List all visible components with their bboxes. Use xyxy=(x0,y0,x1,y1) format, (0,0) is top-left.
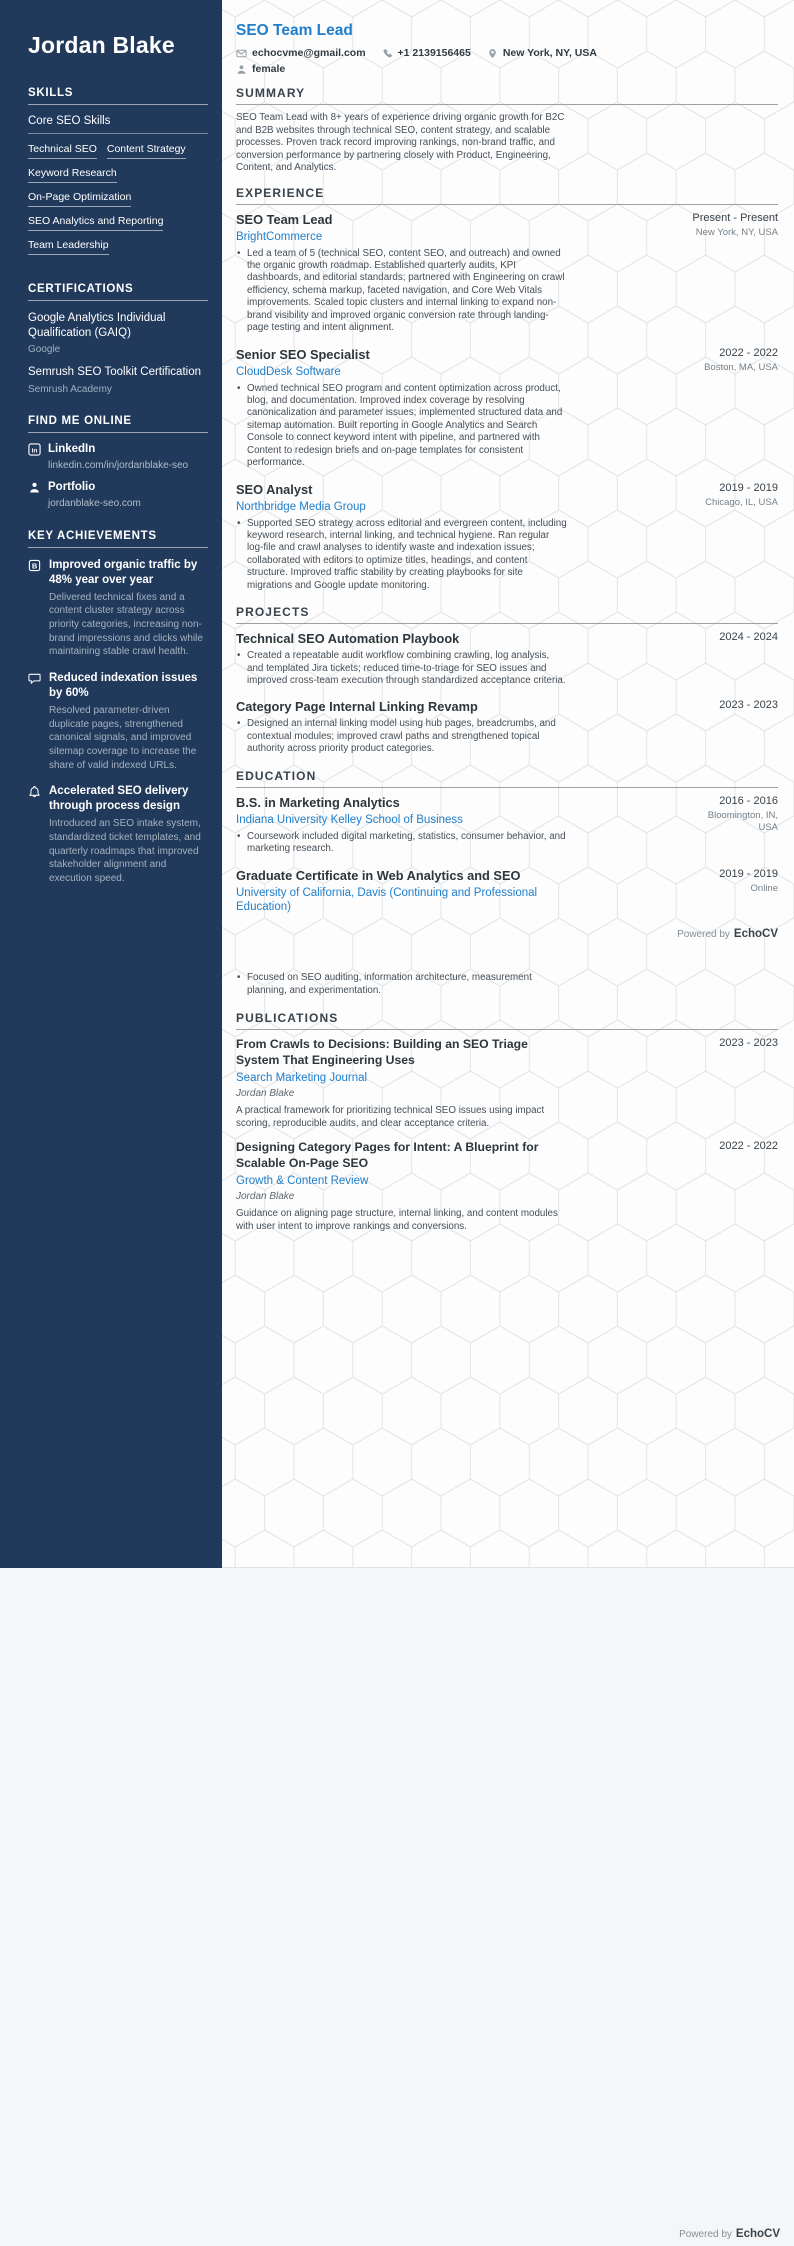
achievement-item xyxy=(28,558,208,659)
education-bullet: • Focused on SEO auditing, information architecture, measurement planning, and experimentation. xyxy=(236,972,568,997)
project-title: Category Page Internal Linking Revamp xyxy=(236,699,478,715)
skill-tag: Technical SEO xyxy=(28,143,97,159)
project-entry xyxy=(236,699,778,757)
education-entry xyxy=(236,795,778,858)
person-icon xyxy=(236,64,247,75)
skills-group-title: Core SEO Skills xyxy=(28,115,208,134)
skills-tag-list xyxy=(28,143,208,263)
job-title: SEO Team Lead xyxy=(236,211,333,227)
candidate-name: Jordan Blake xyxy=(28,32,175,58)
main-content xyxy=(222,0,794,1234)
key-achievements-section xyxy=(28,530,208,886)
certification-title: Semrush SEO Toolkit Certification xyxy=(28,366,201,379)
portfolio-icon xyxy=(28,481,41,494)
job-title: SEO Analyst xyxy=(236,481,313,497)
publication-author: Jordan Blake xyxy=(236,1191,295,1203)
certification-title: Google Analytics Individual Qualification (GAIQ) xyxy=(28,312,166,340)
experience-entry xyxy=(236,482,778,595)
education-section xyxy=(236,769,778,918)
email-icon xyxy=(236,48,247,59)
powered-by-label: Powered by xyxy=(677,929,730,941)
contact-info xyxy=(236,47,778,75)
project-bullets xyxy=(236,718,568,755)
school-link[interactable]: University of California, Davis (Continuing and Professional Education) xyxy=(236,886,538,914)
experience-bullet: • Led a team of 5 (technical SEO, content SEO, and outreach) and owned the organic growth roadmap. Established quarterly audits, KPI dashboards, and editorial standards; partnered with Engineering on crawl efficiency, schema markup, faceted navigation, and Core Web Vitals improvements. Scaled topic clusters and internal linking to expand non-brand visibility and improved organic conversion rate through landing-page testing and intent alignment. xyxy=(236,248,568,335)
contact-gender xyxy=(236,63,285,75)
date-range: 2023 - 2023 xyxy=(719,699,778,712)
page-break-brand-mark xyxy=(236,928,778,940)
publication-description: Guidance on aligning page structure, internal linking, and content modules with user intent to improve rankings and conversions. xyxy=(236,1208,558,1232)
location: Online xyxy=(750,882,778,894)
project-bullets xyxy=(236,650,568,687)
publication-description: A practical framework for prioritizing technical SEO issues using impact scoring, reproducible audits, and clear acceptance criteria. xyxy=(236,1104,545,1129)
project-entry xyxy=(236,631,778,689)
certifications-section xyxy=(28,283,208,395)
profile-url-link[interactable]: linkedin.com/in/jordanblake-seo xyxy=(48,459,189,471)
key-achievements-heading: KEY ACHIEVEMENTS xyxy=(28,530,208,548)
sidebar xyxy=(0,0,222,1568)
achievement-title: Reduced indexation issues by 60% xyxy=(49,671,198,699)
journal-link[interactable]: Search Marketing Journal xyxy=(236,1072,368,1085)
experience-bullet: • Owned technical SEO program and content optimization across product, blog, and documentation. Improved index coverage by resolving canonicalization and parameter issues; implemented structured data and sitemap automation. Built reporting in Google Analytics and Search Console to connect keyword intent with pipeline, and partnered with Content to redesign briefs and on-page templates for consistent performance. xyxy=(236,383,568,470)
page-tail-area xyxy=(0,1568,794,2246)
experience-bullets xyxy=(236,383,568,470)
experience-heading: EXPERIENCE xyxy=(236,186,778,205)
job-title: Senior SEO Specialist xyxy=(236,346,370,362)
education-bullets xyxy=(236,831,568,856)
company-link[interactable]: BrightCommerce xyxy=(236,230,323,243)
date-range: 2019 - 2019 xyxy=(719,867,778,880)
location: Chicago, IL, USA xyxy=(705,496,778,508)
location: New York, NY, USA xyxy=(695,226,778,238)
education-heading: EDUCATION xyxy=(236,769,778,788)
footer-brand-mark xyxy=(679,2228,780,2240)
achievement-item xyxy=(28,784,208,885)
education-entry xyxy=(236,868,778,918)
project-bullet: • Created a repeatable audit workflow combining crawling, log analysis, and templated Jira tickets; reduced time-to-triage for SEO issues and improved cross-team execution through standardized acceptance criteria. xyxy=(236,650,568,687)
location: Bloomington, IN, USA xyxy=(707,809,778,834)
achievement-title: Accelerated SEO delivery through process design xyxy=(49,785,189,813)
summary-text: SEO Team Lead with 8+ years of experience driving organic growth for B2C and B2B websites through technical SEO, content strategy, and scalable processes. Proven track record improving rankings, non-brand traffic, and conversion performance by partnering closely with Product, Engineering, Content, and Analytics. xyxy=(236,112,565,174)
contact-location xyxy=(487,47,597,59)
skill-tag: On-Page Optimization xyxy=(28,191,131,207)
certification-issuer: Semrush Academy xyxy=(28,383,112,395)
experience-entry xyxy=(236,212,778,337)
publications-section xyxy=(236,1011,778,1233)
date-range: 2022 - 2022 xyxy=(719,346,778,359)
projects-section xyxy=(236,605,778,758)
experience-bullets xyxy=(236,518,568,593)
experience-bullet: • Supported SEO strategy across editorial and evergreen content, including keyword research, internal linking, and technical hygiene. Ran regular log-file and crawl analyses to identify waste and indexation issues; collaborated with editors to optimize titles, headings, and content structure. Improved traffic stability by creating playbooks for site migrations and Google update monitoring. xyxy=(236,518,568,593)
publication-title: Designing Category Pages for Intent: A Blueprint for Scalable On-Page SEO xyxy=(236,1140,539,1171)
contact-phone xyxy=(382,47,471,59)
degree-title: Graduate Certificate in Web Analytics and SEO xyxy=(236,867,521,883)
contact-email-text: echocvme@gmail.com xyxy=(252,47,366,59)
date-range: 2019 - 2019 xyxy=(719,481,778,494)
publication-author: Jordan Blake xyxy=(236,1087,295,1099)
powered-by-label: Powered by xyxy=(679,2229,732,2240)
certification-item xyxy=(28,311,208,355)
certifications-heading: CERTIFICATIONS xyxy=(28,283,208,301)
achievement-description: Introduced an SEO intake system, standardized ticket templates, and quarterly roadmaps that improved stakeholder alignment and execution speed. xyxy=(49,818,201,884)
contact-gender-text: female xyxy=(252,63,286,75)
summary-section xyxy=(236,86,778,175)
find-me-online-heading: FIND ME ONLINE xyxy=(28,415,208,433)
date-range: Present - Present xyxy=(692,211,778,224)
profile-label[interactable]: Portfolio xyxy=(48,481,96,494)
skill-tag: SEO Analytics and Reporting xyxy=(28,215,163,231)
skill-tag: Content Strategy xyxy=(107,143,186,159)
achievement-description: Resolved parameter-driven duplicate pages, strengthened canonical signals, and improved sitemap coverage to increase the share of valid indexed URLs. xyxy=(49,705,197,771)
echocv-brand-link[interactable]: EchoCV xyxy=(733,928,778,941)
education-bullet: • Coursework included digital marketing, statistics, consumer behavior, and marketing research. xyxy=(236,831,568,856)
svg-text:in: in xyxy=(31,446,38,454)
publication-entry xyxy=(236,1140,778,1233)
journal-link[interactable]: Growth & Content Review xyxy=(236,1175,369,1188)
page-two-content xyxy=(236,972,778,1233)
resume-header xyxy=(236,22,778,75)
company-link[interactable]: Northbridge Media Group xyxy=(236,500,366,513)
publications-heading: PUBLICATIONS xyxy=(236,1011,778,1030)
experience-entry xyxy=(236,347,778,472)
profile-url-link[interactable]: jordanblake-seo.com xyxy=(48,497,141,509)
education-bullets-continued xyxy=(236,972,568,997)
skill-tag: Keyword Research xyxy=(28,167,117,183)
location-pin-icon xyxy=(487,48,498,59)
project-title: Technical SEO Automation Playbook xyxy=(236,631,460,647)
certification-issuer: Google xyxy=(28,344,61,356)
badge-icon xyxy=(28,558,42,659)
svg-text:B: B xyxy=(31,560,38,570)
bell-icon xyxy=(28,784,42,885)
date-range: 2023 - 2023 xyxy=(719,1037,778,1050)
projects-heading: PROJECTS xyxy=(236,605,778,624)
location: Boston, MA, USA xyxy=(704,361,778,373)
date-range: 2022 - 2022 xyxy=(719,1140,778,1153)
contact-phone-text: +1 2139156465 xyxy=(397,47,471,59)
company-link[interactable]: CloudDesk Software xyxy=(236,365,341,378)
contact-location-text: New York, NY, USA xyxy=(502,47,597,59)
experience-bullets xyxy=(236,248,568,335)
achievement-title: Improved organic traffic by 48% year over year xyxy=(49,558,198,586)
find-me-online-section xyxy=(28,415,208,510)
skills-section xyxy=(28,87,208,263)
experience-section xyxy=(236,186,778,595)
profile-label[interactable]: LinkedIn xyxy=(48,443,96,456)
comment-icon xyxy=(28,671,42,772)
skill-tag: Team Leadership xyxy=(28,239,109,255)
echocv-brand-link[interactable]: EchoCV xyxy=(735,2228,780,2240)
degree-title: B.S. in Marketing Analytics xyxy=(236,794,400,810)
phone-icon xyxy=(382,48,393,59)
online-profile-item xyxy=(28,481,208,510)
project-bullet: • Designed an internal linking model using hub pages, breadcrumbs, and contextual modules; improved crawl paths and strengthened topical authority across priority product categories. xyxy=(236,718,568,755)
achievement-item xyxy=(28,671,208,772)
achievement-description: Delivered technical fixes and a content cluster strategy across priority categories, increasing non-brand impressions and clicks while maintaining stable crawl health. xyxy=(49,591,203,658)
skills-heading: SKILLS xyxy=(28,87,208,105)
publication-entry xyxy=(236,1037,778,1130)
contact-email xyxy=(236,47,366,59)
school-link[interactable]: Indiana University Kelley School of Business xyxy=(236,813,463,826)
date-range: 2024 - 2024 xyxy=(719,631,778,644)
linkedin-icon xyxy=(28,443,41,456)
certification-item xyxy=(28,365,208,394)
online-profile-item xyxy=(28,443,208,472)
date-range: 2016 - 2016 xyxy=(719,794,778,807)
publication-title: From Crawls to Decisions: Building an SEO Triage System That Engineering Uses xyxy=(236,1037,528,1068)
target-job-title: SEO Team Lead xyxy=(236,22,353,39)
summary-heading: SUMMARY xyxy=(236,86,778,105)
